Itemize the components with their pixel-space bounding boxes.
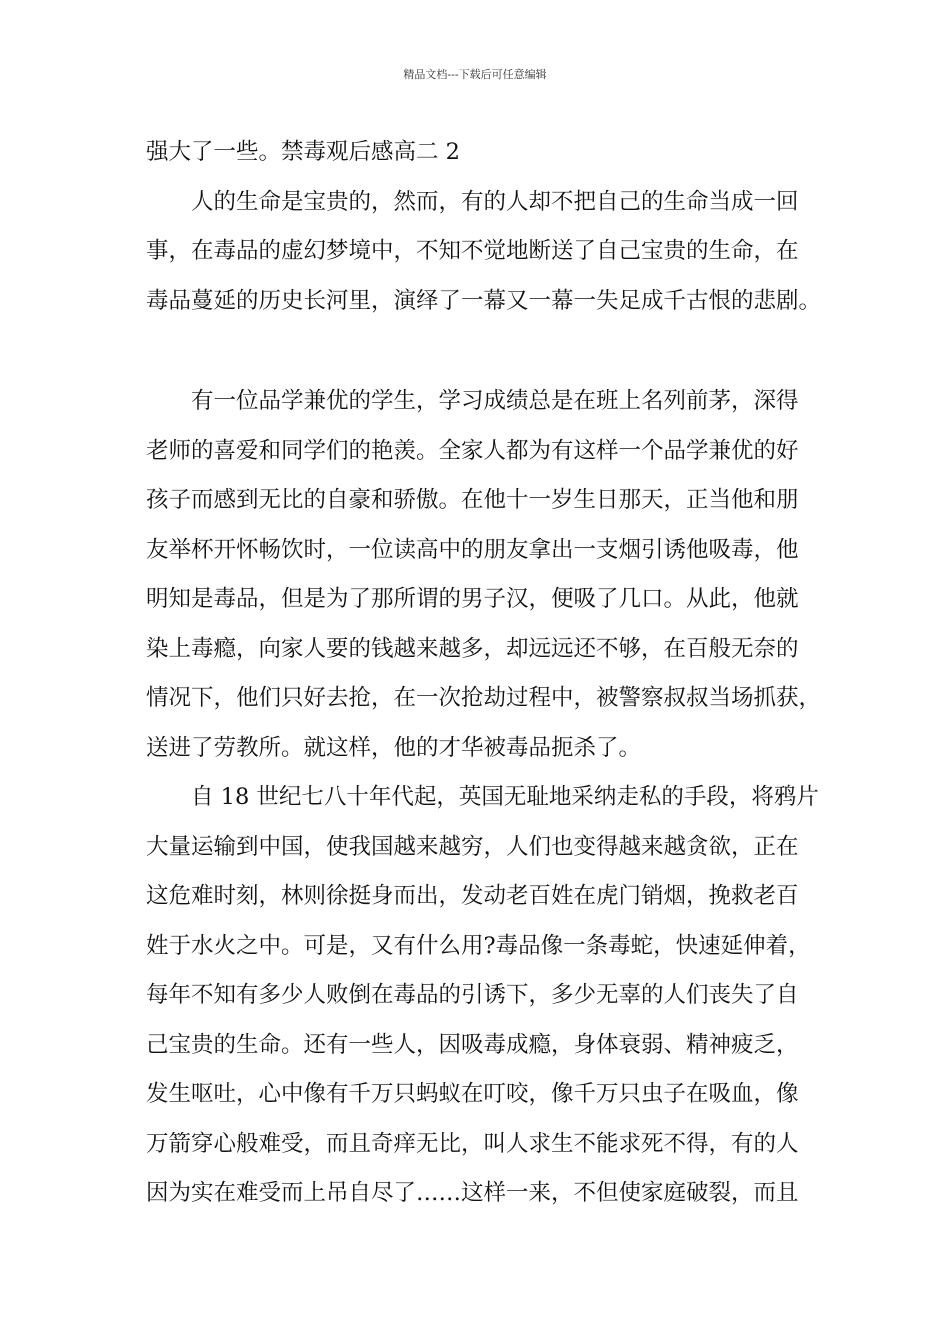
text-line: 每年不知有多少人败倒在毒品的引诱下，多少无辜的人们丧失了自 (146, 982, 799, 1008)
text-line: 大量运输到中国，使我国越来越穷，人们也变得越来越贪欲，正在 (146, 833, 799, 860)
text-line: 友举杯开怀畅饮时，一位读高中的朋友拿出一支烟引诱他吸毒，他 (146, 536, 799, 563)
text-line: 送进了劳教所。就这样，他的才华被毒品扼杀了。 (146, 734, 642, 761)
page-header: 精品文档---下载后可任意编辑 (403, 68, 547, 81)
paragraph-gap (146, 326, 818, 377)
text-line: 明知是毒品，但是为了那所谓的男子汉，便吸了几口。从此，他就 (146, 586, 799, 612)
text-line: 万箭穿心般难受，而且奇痒无比，叫人求生不能求死不得，有的人 (146, 1130, 799, 1157)
text-line: 染上毒瘾，向家人要的钱越来越多，却远远还不够，在百般无奈的 (146, 635, 799, 662)
text-line: 这危难时刻，林则徐挺身而出，发动老百姓在虎门销烟，挽救老百 (146, 883, 799, 909)
text-line: 因为实在难受而上吊自尽了……这样一来，不但使家庭破裂，而且 (146, 1180, 799, 1206)
text-line: 孩子而感到无比的自豪和骄傲。在他十一岁生日那天，正当他和朋 (146, 487, 799, 513)
document-body (146, 128, 822, 1219)
text-line: 强大了一些。禁毒观后感高二 2 (146, 139, 460, 165)
text-line: 情况下，他们只好去抢，在一次抢劫过程中，被警察叔叔当场抓获， (146, 685, 822, 711)
paragraph-first-line: 自 18 世纪七八十年代起，英国无耻地采纳走私的手段，将鸦片 (191, 784, 819, 810)
text-line: 己宝贵的生命。还有一些人，因吸毒成瘾，身体衰弱、精神疲乏， (146, 1031, 799, 1058)
text-line: 老师的喜爱和同学们的艳羡。全家人都为有这样一个品学兼优的好 (146, 437, 799, 464)
text-line: 发生呕吐，心中像有千万只蚂蚁在叮咬，像千万只虫子在吸血，像 (146, 1081, 799, 1107)
text-line: 姓于水火之中。可是，又有什么用?毒品像一条毒蛇，快速延伸着， (146, 932, 811, 959)
text-line: 毒品蔓延的历史长河里，演绎了一幕又一幕一失足成千古恨的悲剧。 (146, 287, 822, 314)
paragraph-first-line: 人的生命是宝贵的，然而，有的人却不把自己的生命当成一回 (191, 188, 799, 215)
paragraph-first-line: 有一位品学兼优的学生，学习成绩总是在班上名列前茅，深得 (191, 388, 799, 414)
text-line: 事，在毒品的虚幻梦境中，不知不觉地断送了自己宝贵的生命，在 (146, 238, 799, 264)
